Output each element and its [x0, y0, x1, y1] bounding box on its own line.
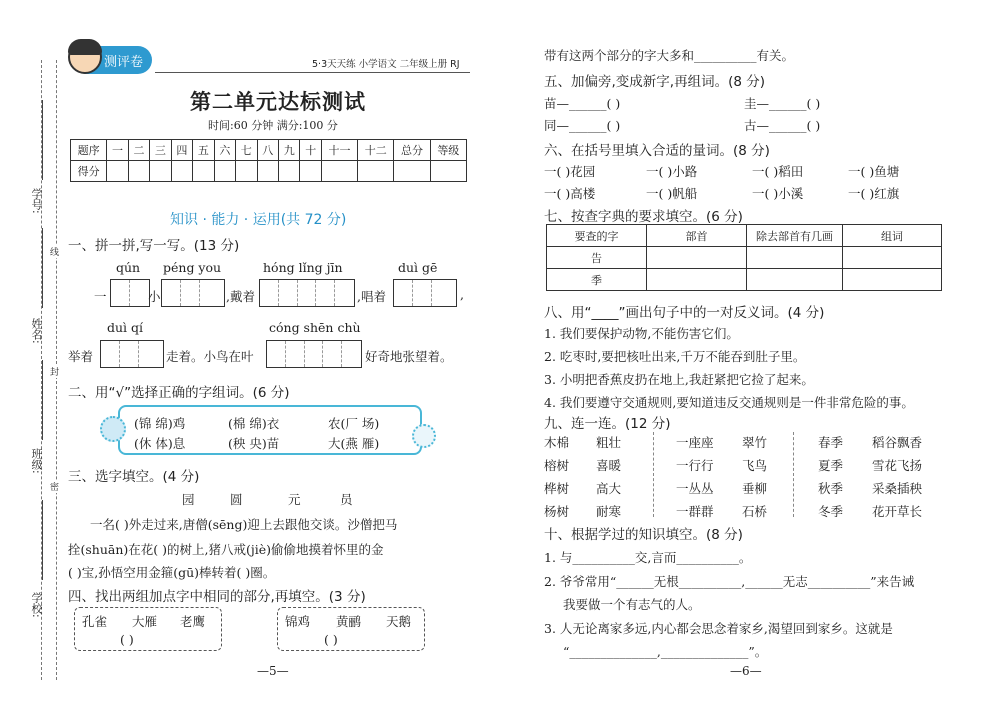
q6-item[interactable]: 一( )高楼: [544, 186, 596, 201]
q9-word[interactable]: 飞鸟: [742, 458, 768, 473]
score-cell: 二: [128, 140, 149, 161]
dictionary-input-cell[interactable]: [843, 247, 942, 269]
q9-word[interactable]: 高大: [596, 481, 622, 496]
blank-student-number[interactable]: [42, 100, 43, 180]
q8-sentence[interactable]: 2. 吃枣时,要把核吐出来,千万不能吞到肚子里。: [544, 349, 806, 364]
q1-writing-grid[interactable]: [161, 279, 225, 307]
score-input-cell[interactable]: [430, 161, 466, 182]
q10-title: 十、根据学过的知识填空。(8 分): [544, 527, 743, 543]
q9-word[interactable]: 石桥: [742, 504, 768, 519]
q1-writing-grid[interactable]: [259, 279, 355, 307]
q6-title: 六、在括号里填入合适的量词。(8 分): [544, 143, 770, 159]
dictionary-input-cell[interactable]: [843, 269, 942, 291]
label-school: 学校:: [30, 592, 43, 618]
q9-word[interactable]: 榕树: [544, 458, 570, 473]
q7-title: 七、按查字典的要求填空。(6 分): [544, 209, 743, 225]
sun-icon: [100, 416, 126, 442]
q2-option[interactable]: (锦 绵)鸡: [134, 416, 186, 431]
blank-class[interactable]: [42, 360, 43, 440]
q1-writing-grid[interactable]: [393, 279, 457, 307]
q4-continuation: 带有这两个部分的字大多和__________有关。: [544, 48, 795, 63]
q1-pinyin: duì gē: [398, 260, 438, 275]
score-input-cell[interactable]: [394, 161, 430, 182]
score-cell: 四: [171, 140, 192, 161]
q9-word[interactable]: 杨树: [544, 504, 570, 519]
badge-label: 测评卷: [104, 55, 144, 70]
label-name: 姓名:: [30, 318, 43, 344]
q2-title: 二、用“√”选择正确的字组词。(6 分): [68, 385, 290, 401]
page-subtitle: 时间:60 分钟 满分:100 分: [208, 119, 338, 132]
q8-sentence[interactable]: 3. 小明把香蕉皮扔在地上,我赶紧把它捡了起来。: [544, 372, 814, 387]
dictionary-input-cell[interactable]: [747, 247, 843, 269]
dictionary-input-cell[interactable]: [747, 269, 843, 291]
q4-word: 天鹅: [386, 614, 412, 629]
dictionary-header: 除去部首有几画: [747, 225, 843, 247]
score-input-cell[interactable]: [236, 161, 257, 182]
q6-item[interactable]: 一( )稻田: [752, 164, 804, 179]
q9-divider: [793, 432, 794, 517]
header-rule: [155, 72, 470, 73]
dictionary-char: 告: [547, 247, 647, 269]
q1-text: ,唱着: [357, 289, 386, 304]
student-avatar-icon: [68, 40, 102, 74]
q2-option[interactable]: 大(燕 雁): [328, 436, 380, 451]
score-cell: 十一: [321, 140, 357, 161]
q8-sentence[interactable]: 4. 我们要遵守交通规则,要知道违反交通规则是一件非常危险的事。: [544, 395, 914, 410]
q10-item: 3. 人无论离家多远,内心都会思念着家乡,渴望回到家乡。这就是: [544, 621, 893, 636]
score-input-cell[interactable]: [128, 161, 149, 182]
blank-school[interactable]: [42, 500, 43, 580]
q9-word[interactable]: 雪花飞扬: [872, 458, 923, 473]
q3-line: ( )宝,孙悟空用金箍(gū)棒转着( )圈。: [68, 565, 276, 580]
page-number-right: —6—: [730, 664, 762, 678]
dictionary-input-cell[interactable]: [647, 269, 747, 291]
q6-item[interactable]: 一( )小路: [646, 164, 698, 179]
score-input-cell[interactable]: [321, 161, 357, 182]
q6-item[interactable]: 一( )红旗: [848, 186, 900, 201]
q4-word: 老鹰: [180, 614, 206, 629]
score-cell: 等级: [430, 140, 466, 161]
q5-item[interactable]: 圭—______( ): [744, 96, 821, 111]
q2-option[interactable]: (棉 绵)衣: [228, 416, 280, 431]
q1-text: ,: [460, 287, 464, 302]
score-input-cell[interactable]: [278, 161, 299, 182]
q3-option: 园: [182, 492, 195, 507]
q9-word[interactable]: 冬季: [818, 504, 844, 519]
dictionary-header-row: [547, 225, 942, 247]
margin-mark-line: 线: [50, 245, 59, 258]
q1-writing-grid[interactable]: [100, 340, 164, 368]
score-cell: 九: [278, 140, 299, 161]
q3-option: 圆: [230, 492, 243, 507]
q4-answer-paren[interactable]: ( ): [120, 632, 134, 647]
q4-word: 锦鸡: [285, 614, 311, 629]
q2-option[interactable]: 农(厂 场): [328, 416, 380, 431]
score-cell: 十: [300, 140, 321, 161]
q4-answer-paren[interactable]: ( ): [324, 632, 338, 647]
q1-writing-grid[interactable]: [110, 279, 150, 307]
score-cell: 五: [193, 140, 214, 161]
q1-text: 举着: [68, 349, 94, 364]
q9-word[interactable]: 花开草长: [872, 504, 923, 519]
flower-icon: [412, 424, 436, 448]
score-cell: 七: [236, 140, 257, 161]
q1-pinyin: hóng lǐng jīn: [263, 260, 343, 275]
dictionary-header: 部首: [647, 225, 747, 247]
dictionary-char: 季: [547, 269, 647, 291]
q9-word[interactable]: 夏季: [818, 458, 844, 473]
q9-word[interactable]: 一丛丛: [676, 481, 714, 496]
q1-pinyin: cóng shēn chù: [269, 320, 361, 335]
q9-word[interactable]: 耐寒: [596, 504, 622, 519]
q10-item[interactable]: “______________,______________”。: [563, 644, 768, 659]
blank-name[interactable]: [42, 228, 43, 308]
q1-text: 好奇地张望着。: [365, 349, 453, 364]
margin-mark-seal: 封: [50, 365, 59, 378]
score-cell: 十二: [358, 140, 394, 161]
score-table: [70, 139, 467, 182]
q6-item[interactable]: 一( )鱼塘: [848, 164, 900, 179]
q4-word: 大雁: [132, 614, 158, 629]
q8-sentence[interactable]: 1. 我们要保护动物,不能伤害它们。: [544, 326, 739, 341]
q6-item[interactable]: 一( )花园: [544, 164, 596, 179]
q3-line: 拴(shuān)在花( )的树上,猪八戒(jiè)偷偷地摸着怀里的金: [68, 542, 384, 557]
q10-item[interactable]: 2. 爷爷常用“______无根__________,______无志__________”来告诫: [544, 574, 915, 589]
score-table-score-row: [71, 161, 467, 182]
score-row-label: 得分: [71, 161, 107, 182]
q1-text: 一: [94, 289, 107, 304]
q9-word[interactable]: 稻谷飘香: [872, 435, 923, 450]
q9-word[interactable]: 桦树: [544, 481, 570, 496]
q5-title: 五、加偏旁,变成新字,再组词。(8 分): [544, 74, 765, 90]
q9-word[interactable]: 一群群: [676, 504, 714, 519]
score-input-cell[interactable]: [300, 161, 321, 182]
score-cell: 题序: [71, 140, 107, 161]
q9-word[interactable]: 木棉: [544, 435, 570, 450]
score-input-cell[interactable]: [107, 161, 128, 182]
q1-pinyin: qún: [116, 260, 141, 275]
q1-pinyin: péng you: [163, 260, 222, 275]
q3-title: 三、选字填空。(4 分): [68, 469, 200, 485]
q5-item[interactable]: 古—______( ): [744, 118, 821, 133]
q9-word[interactable]: 一座座: [676, 435, 714, 450]
q3-option: 员: [340, 492, 353, 507]
q6-item[interactable]: 一( )小溪: [752, 186, 804, 201]
q9-word[interactable]: 秋季: [818, 481, 844, 496]
dictionary-table: [546, 224, 942, 291]
q8-title: 八、用“____”画出句子中的一对反义词。(4 分): [544, 305, 825, 321]
q3-line: 一名( )外走过来,唐僧(sēng)迎上去跟他交谈。沙僧把马: [90, 517, 398, 532]
page-number-left: —5—: [257, 664, 289, 678]
score-input-cell[interactable]: [171, 161, 192, 182]
q10-item[interactable]: 1. 与__________交,言而__________。: [544, 550, 752, 565]
q4-word: 孔雀: [82, 614, 108, 629]
q1-title: 一、拼一拼,写一写。(13 分): [68, 238, 240, 254]
q9-word[interactable]: 春季: [818, 435, 844, 450]
q10-item: 我要做一个有志气的人。: [563, 597, 701, 612]
test-badge: [72, 46, 152, 74]
q5-item[interactable]: 苗—______( ): [544, 96, 621, 111]
q4-title: 四、找出两组加点字中相同的部分,再填空。(3 分): [68, 589, 366, 605]
q1-text: 小: [148, 289, 161, 304]
q1-writing-grid[interactable]: [266, 340, 362, 368]
score-input-cell[interactable]: [214, 161, 235, 182]
score-cell: 一: [107, 140, 128, 161]
score-input-cell[interactable]: [257, 161, 278, 182]
dictionary-input-cell[interactable]: [647, 247, 747, 269]
q9-word[interactable]: 垂柳: [742, 481, 768, 496]
margin-mark-dense: 密: [50, 480, 59, 493]
label-class: 班级:: [30, 448, 43, 474]
dictionary-header: 组词: [843, 225, 942, 247]
q1-text: ,戴着: [226, 289, 255, 304]
page-title: 第二单元达标测试: [190, 90, 366, 114]
q9-word[interactable]: 一行行: [676, 458, 714, 473]
dictionary-header: 要查的字: [547, 225, 647, 247]
score-cell: 三: [150, 140, 171, 161]
q2-option[interactable]: (休 体)息: [134, 436, 186, 451]
q9-word[interactable]: 粗壮: [596, 435, 622, 450]
score-cell: 八: [257, 140, 278, 161]
q2-option[interactable]: (秧 央)苗: [228, 436, 280, 451]
score-cell: 总分: [394, 140, 430, 161]
score-table-header-row: [71, 140, 467, 161]
q5-item[interactable]: 同—______( ): [544, 118, 621, 133]
q9-word[interactable]: 喜暖: [596, 458, 622, 473]
dictionary-row: [547, 269, 942, 291]
score-cell: 六: [214, 140, 235, 161]
q6-item[interactable]: 一( )帆船: [646, 186, 698, 201]
q3-option: 元: [288, 492, 301, 507]
section-header: 知识 · 能力 · 运用(共 72 分): [170, 212, 347, 228]
dictionary-row: [547, 247, 942, 269]
score-input-cell[interactable]: [193, 161, 214, 182]
q9-word[interactable]: 采桑插秧: [872, 481, 923, 496]
q9-divider: [653, 432, 654, 517]
q1-text: 走着。小鸟在叶: [166, 349, 254, 364]
header-meta: 5·3天天练 小学语文 二年级上册 RJ: [312, 59, 460, 70]
q9-title: 九、连一连。(12 分): [544, 416, 671, 432]
label-student-number: 学号:: [30, 188, 43, 214]
q4-word: 黄鹂: [336, 614, 362, 629]
q1-pinyin: duì qí: [107, 320, 144, 335]
score-input-cell[interactable]: [150, 161, 171, 182]
score-input-cell[interactable]: [358, 161, 394, 182]
q9-word[interactable]: 翠竹: [742, 435, 768, 450]
